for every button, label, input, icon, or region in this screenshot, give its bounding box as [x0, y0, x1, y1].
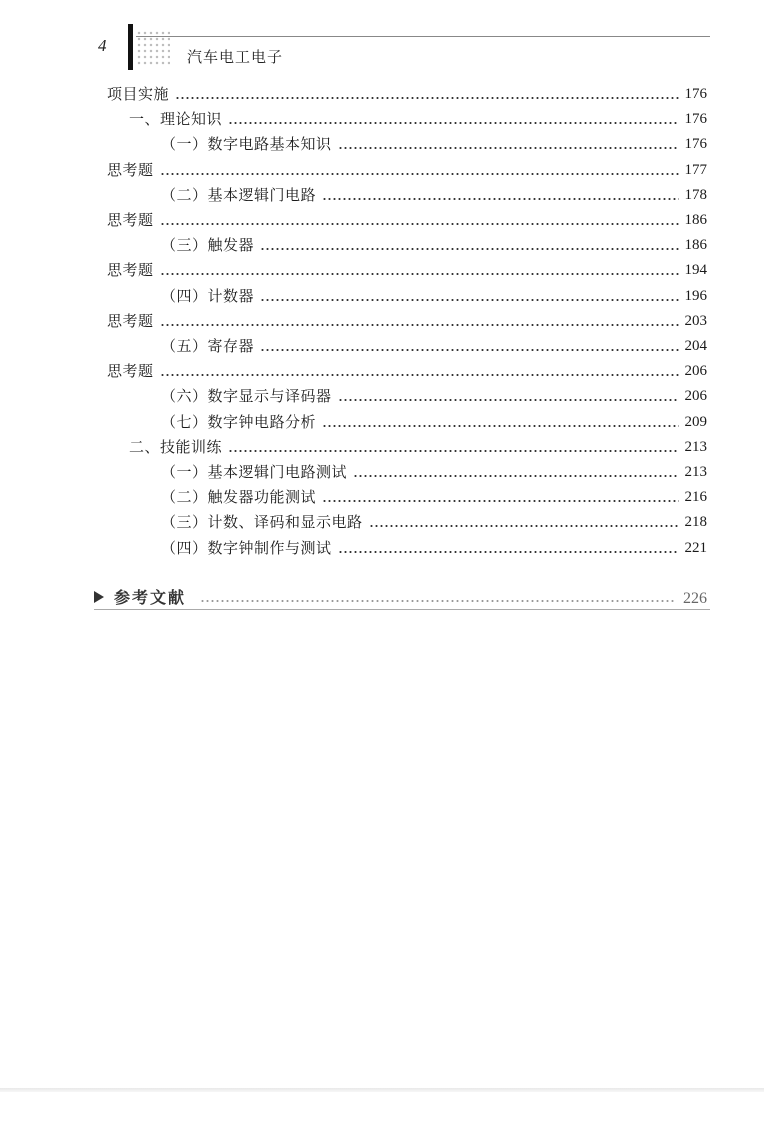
toc-entry-label: （一）数字电路基本知识 [161, 135, 332, 154]
references-page-number: 226 [683, 590, 707, 607]
dot-leader [160, 324, 679, 326]
toc-entry[interactable] [107, 155, 707, 180]
toc-entry-page-number: 206 [684, 363, 707, 380]
toc-entry[interactable] [161, 381, 707, 406]
toc-entry[interactable] [161, 230, 707, 255]
dot-leader [160, 223, 679, 225]
toc-entry[interactable] [161, 482, 707, 507]
header-bar-decoration [128, 24, 133, 70]
toc-entry-page-number: 213 [684, 438, 707, 455]
toc-entry-label: 思考题 [107, 160, 154, 179]
toc-entry[interactable] [161, 281, 707, 306]
dot-leader [260, 248, 678, 250]
dot-leader [200, 600, 675, 602]
toc-entry-page-number: 178 [684, 186, 707, 203]
toc-entry-page-number: 176 [684, 136, 707, 153]
toc-entry[interactable] [161, 507, 707, 532]
toc-entry[interactable] [107, 255, 707, 280]
triangle-bullet-icon [94, 591, 104, 603]
dot-leader [338, 147, 679, 149]
scan-edge-shade [0, 1088, 764, 1092]
toc-entry-page-number: 209 [684, 413, 707, 430]
toc-entry[interactable] [161, 331, 707, 356]
toc-entry-label: （四）数字钟制作与测试 [161, 538, 332, 557]
toc-entry-label: 二、技能训练 [129, 437, 223, 456]
toc-entry-page-number: 213 [684, 464, 707, 480]
toc-entry-label: （三）计数、译码和显示电路 [161, 513, 363, 532]
toc-entry-label: 一、理论知识 [129, 110, 223, 129]
toc-entry-page-number: 186 [684, 212, 707, 228]
toc-entry[interactable] [107, 306, 707, 331]
page-number: 4 [98, 36, 107, 55]
toc-entry[interactable] [161, 180, 707, 205]
toc-entry-label: 思考题 [107, 261, 154, 280]
dot-leader [260, 299, 678, 301]
toc-entry[interactable] [161, 407, 707, 432]
dot-leader [160, 273, 679, 275]
toc-entry-page-number: 203 [684, 312, 707, 329]
toc-entry-page-number: 204 [684, 338, 707, 354]
dot-leader [322, 500, 678, 502]
dot-leader [338, 551, 679, 553]
toc-entry-page-number: 194 [684, 262, 707, 279]
toc-entry-label: 项目实施 [107, 85, 170, 103]
toc-entry-label: （四）计数器 [161, 286, 255, 305]
dot-leader [175, 97, 678, 99]
toc-entry-label: （六）数字显示与译码器 [161, 387, 332, 406]
toc-entry-page-number: 177 [684, 161, 707, 178]
references-rule [94, 609, 710, 610]
dot-leader [228, 450, 678, 452]
toc-entry-page-number: 176 [684, 111, 707, 128]
toc-entry-label: （五）寄存器 [161, 337, 255, 355]
dot-leader [260, 349, 678, 351]
toc-entry-page-number: 221 [684, 539, 707, 556]
dot-leader [228, 122, 678, 124]
dot-leader [160, 374, 679, 376]
toc-entry[interactable] [161, 457, 707, 482]
toc-entry[interactable] [129, 104, 707, 129]
dot-leader [369, 525, 679, 527]
toc-entry-label: （二）触发器功能测试 [161, 488, 317, 507]
toc-entry-page-number: 196 [684, 287, 707, 304]
dot-leader [322, 425, 678, 427]
toc-entry[interactable] [107, 356, 707, 381]
dot-leader [322, 198, 678, 200]
dot-leader [338, 399, 679, 401]
toc-entry[interactable] [129, 432, 707, 457]
toc-entry-label: （三）触发器 [161, 236, 255, 255]
dot-leader [353, 475, 678, 477]
toc-entry[interactable] [161, 129, 707, 154]
toc-entry[interactable] [161, 533, 707, 558]
dot-leader [160, 173, 679, 175]
toc-entry-label: （一）基本逻辑门电路测试 [161, 463, 348, 481]
toc-entry-label: （七）数字钟电路分析 [161, 412, 317, 431]
references-entry[interactable] [94, 582, 707, 608]
toc-entry-label: 思考题 [107, 362, 154, 381]
toc-entry[interactable] [107, 79, 707, 104]
toc-entry-label: 思考题 [107, 211, 154, 229]
running-header-title: 汽车电工电子 [187, 48, 284, 66]
toc-entry-label: 思考题 [107, 311, 154, 330]
toc-entry-page-number: 206 [684, 388, 707, 405]
toc-entry-page-number: 216 [684, 489, 707, 506]
toc-entry-page-number: 218 [684, 514, 707, 531]
references-label: 参考文献 [114, 588, 187, 607]
toc-entry-page-number: 176 [684, 86, 707, 102]
toc-entry-label: （二）基本逻辑门电路 [161, 185, 317, 204]
toc-entry-page-number: 186 [684, 237, 707, 254]
toc-entry[interactable] [107, 205, 707, 230]
header-rule [136, 36, 710, 37]
